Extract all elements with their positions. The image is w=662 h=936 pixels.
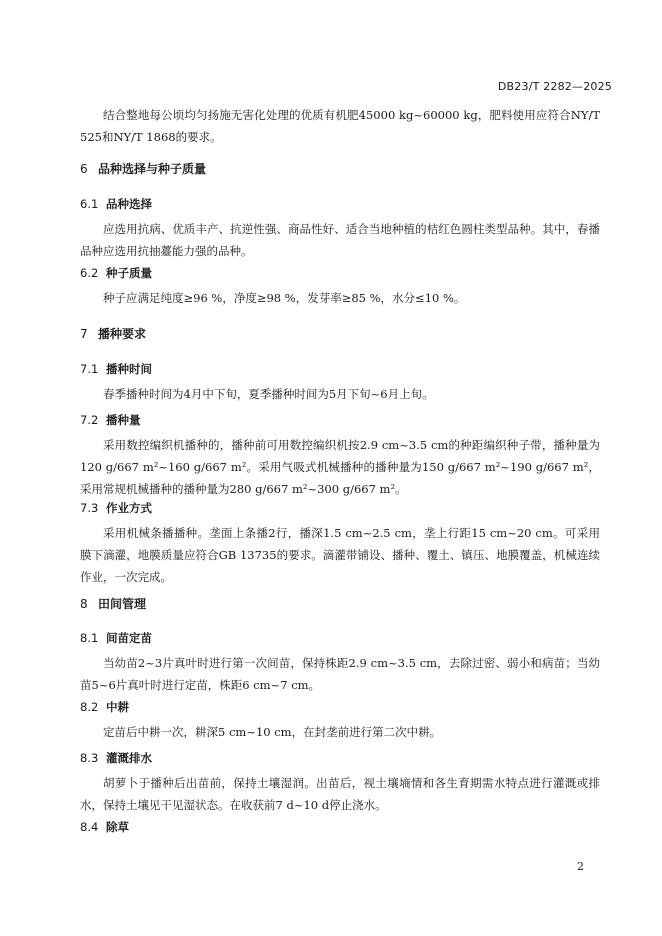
section-heading-6-2 [80,265,152,281]
paragraph-8-1: 当幼苗2~3片真叶时进行第一次间苗，保持株距2.9 cm~3.5 cm，去除过密、弱小和病苗；当幼苗5~6片真叶时进行定苗，株距6 cm~7 cm。 [80,656,600,692]
section-number: 8.1 [80,631,99,645]
paragraph-6-2: 种子应满足纯度≥96 %，净度≥98 %，发芽率≥85 %，水分≤10 %。 [103,291,466,305]
section-title: 灌溉排水 [106,751,152,765]
section-title: 田间管理 [98,597,147,611]
section-title: 种子质量 [106,266,152,280]
paragraph-7-3: 采用机械条播播种。垄面上条播2行，播深1.5 cm~2.5 cm，垄上行距15 cm~20 cm。可采用膜下滴灌，地膜质量应符合GB 13735的要求。滴灌带铺设、播种、覆土、镇压、地膜覆盖，机械连续作业，一次完成。 [80,526,600,584]
section-heading-8-1 [80,630,152,646]
section-title: 品种选择 [106,197,152,211]
section-title: 播种要求 [98,327,147,341]
section-number: 7.1 [80,362,99,376]
section-heading-6-1 [80,196,152,212]
paragraph-6-1: 应选用抗病、优质丰产、抗逆性强、商品性好、适合当地种植的桔红色圆柱类型品种。其中，春播品种应选用抗抽薹能力强的品种。 [80,222,600,258]
section-title: 间苗定苗 [106,631,152,645]
section-number: 8.3 [80,751,99,765]
section-number: 6 [80,162,88,176]
paragraph-8-3: 胡萝卜于播种后出苗前，保持土壤湿润。出苗后，视土壤墒情和各生育期需水特点进行灌溉或排水，保持土壤见干见湿状态。在收获前7 d~10 d停止浇水。 [80,776,600,812]
section-title: 除草 [106,820,129,834]
section-number: 7.2 [80,413,99,427]
section-number: 7 [80,327,88,341]
section-number: 6.1 [80,197,99,211]
section-number: 8.2 [80,700,99,714]
paragraph-7-1: 春季播种时间为4月中下旬，夏季播种时间为5月下旬~6月上旬。 [103,387,434,401]
section-heading-6 [80,160,206,177]
section-number: 8 [80,597,88,611]
section-heading-7-3 [80,500,152,516]
section-title: 播种时间 [106,362,152,376]
section-title: 品种选择与种子质量 [98,162,207,176]
paragraph-fertilizer: 结合整地每公顷均匀扬施无害化处理的优质有机肥45000 kg~60000 kg，肥料使用应符合NY/T 525和NY/T 1868的要求。 [80,108,600,144]
paragraph-7-2: 采用数控编织机播种的，播种前可用数控编织机按2.9 cm~3.5 cm的种距编织种子带，播种量为120 g/667 m²~160 g/667 m²。采用气吸式机械播种的播种量为150 g/667 m²~190 g/667 m²，采用常规机械播种的播种量为280 g/667 m²~300 g/667 m²。 [80,438,600,496]
section-title: 作业方式 [106,501,152,515]
section-number: 8.4 [80,820,99,834]
section-heading-8-4 [80,819,129,835]
section-title: 中耕 [106,700,129,714]
section-number: 7.3 [80,501,99,515]
section-heading-8 [80,595,146,612]
section-heading-7-1 [80,361,152,377]
section-heading-7-2 [80,412,141,428]
section-title: 播种量 [106,413,141,427]
page-number: 2 [577,860,584,873]
paragraph-8-2: 定苗后中耕一次，耕深5 cm~10 cm，在封垄前进行第二次中耕。 [103,725,442,739]
standard-code: DB23/T 2282—2025 [497,80,612,93]
section-number: 6.2 [80,266,99,280]
section-heading-8-3 [80,750,152,766]
section-heading-8-2 [80,699,129,715]
section-heading-7 [80,325,146,342]
